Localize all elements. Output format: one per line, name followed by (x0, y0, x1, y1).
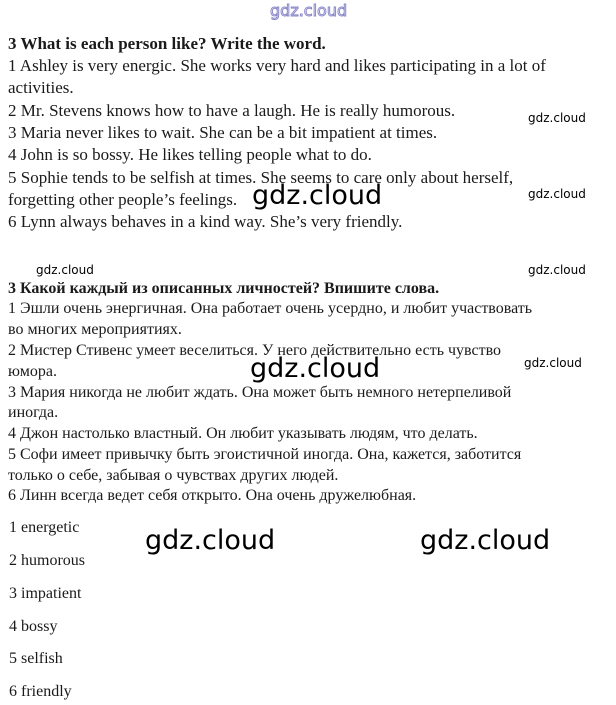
watermark-label: gdz.cloud (36, 263, 94, 277)
exercise-line-ru: 4 Джон настолько властный. Он любит указывать людям, что делать. (8, 425, 478, 442)
watermark-large: gdz.cloud (250, 353, 381, 384)
exercise-line-en: 1 Ashley is very energic. She works very hard and likes participating in a lot of (8, 56, 546, 75)
exercise-line-ru: 3 Мария никогда не любит ждать. Она может быть немного нетерпеливой (8, 384, 512, 401)
exercise-line-ru: 5 Софи имеет привычку быть эгоистичной иногда. Она, кажется, заботится (8, 446, 522, 463)
answer-item: 6 friendly (9, 683, 72, 700)
exercise-line-ru: юмора. (8, 363, 57, 380)
exercise-line-en: activities. (8, 78, 74, 97)
exercise-line-en: 3 Maria never likes to wait. She can be a bit impatient at times. (8, 123, 438, 142)
exercise-line-ru: иногда. (8, 404, 59, 421)
exercise-line-en: 2 Mr. Stevens knows how to have a laugh. He is really humorous. (8, 101, 456, 120)
exercise-line-en: 4 John is so bossy. He likes telling people what to do. (8, 145, 372, 164)
exercise-line-ru: во многих мероприятиях. (8, 321, 182, 338)
exercise-line-ru: 6 Линн всегда ведет себя открыто. Она очень дружелюбная. (8, 487, 417, 504)
answer-item: 2 humorous (9, 552, 85, 569)
watermark-label: gdz.cloud (528, 111, 586, 125)
exercise-line-ru: только о себе, забывая о чувствах других людей. (8, 467, 339, 484)
exercise-heading-en: 3 What is each person like? Write the word. (8, 34, 326, 53)
answer-item: 3 impatient (9, 585, 82, 602)
exercise-line-en: forgetting other people’s feelings. (8, 190, 238, 209)
watermark-label: gdz.cloud (528, 187, 586, 201)
exercise-line-en: 5 Sophie tends to be selfish at times. She seems to care only about herself, (8, 168, 514, 187)
watermark-large: gdz.cloud (420, 525, 551, 556)
answer-item: 5 selfish (9, 650, 63, 667)
answer-item: 1 energetic (9, 519, 80, 536)
watermark-large: gdz.cloud (145, 525, 276, 556)
watermark-large: gdz.cloud (252, 180, 383, 211)
exercise-line-ru: 2 Мистер Стивенс умеет веселиться. У него действительно есть чувство (8, 342, 502, 359)
watermark-label: gdz.cloud (528, 263, 586, 277)
exercise-heading-ru: 3 Какой каждый из описанных личностей? Впишите слова. (8, 280, 440, 297)
answer-item: 4 bossy (9, 618, 58, 635)
watermark-top: gdz.cloud (270, 1, 348, 20)
exercise-line-ru: 1 Эшли очень энергичная. Она работает очень усердно, и любит участвовать (8, 300, 533, 317)
exercise-line-en: 6 Lynn always behaves in a kind way. She’s very friendly. (8, 212, 403, 231)
watermark-label: gdz.cloud (524, 356, 582, 370)
